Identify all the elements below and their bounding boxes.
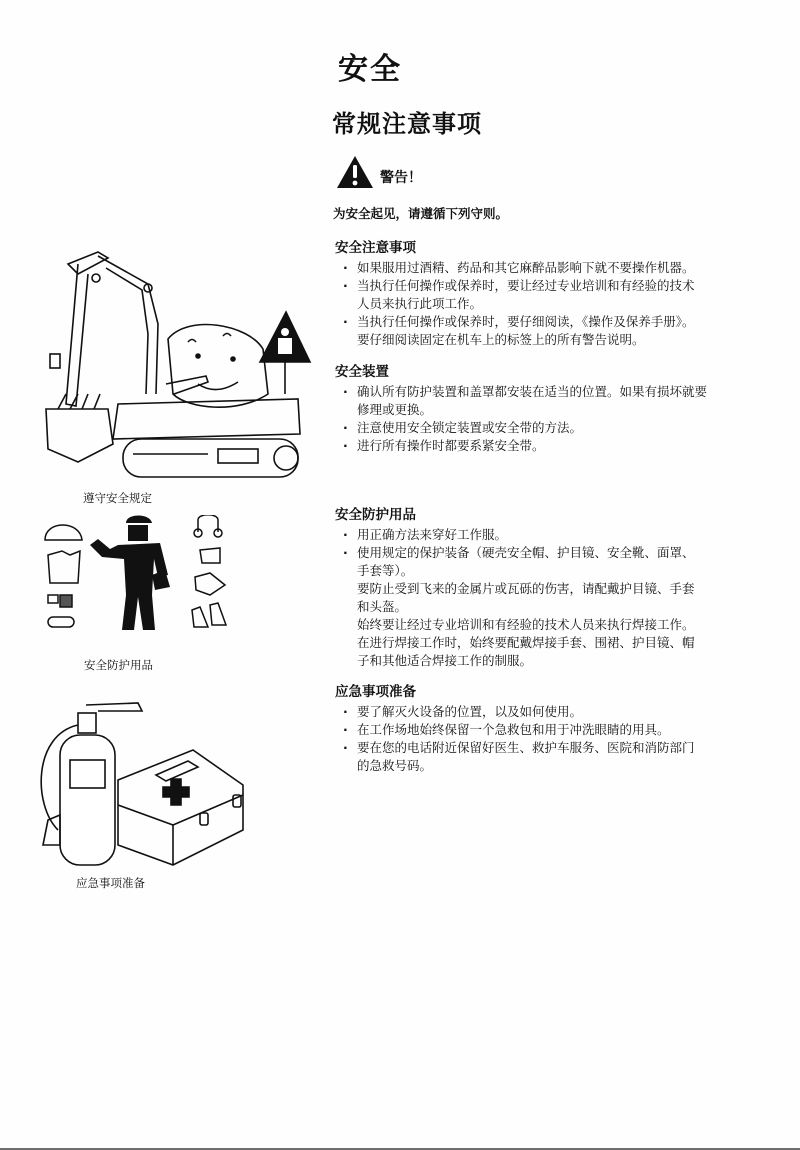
figure-caption: 安全防护用品 [84,658,153,672]
list-item-continuation: 始终要让经过专业培训和有经验的技术人员来执行焊接工作。 [357,617,695,632]
warning-banner [336,155,422,189]
figure-caption: 遵守安全规定 [83,491,152,505]
list-item-continuation: 和头盔。 [357,599,408,614]
list-item-continuation: 人员来执行此项工作。 [357,296,483,311]
section-heading: 应急事项准备 [335,684,416,700]
list-item: · 当执行任何操作或保养时，要让经过专业培训和有经验的技术 [345,277,755,295]
list-item-continuation: 修理或更换。 [357,402,433,417]
protective-gear-illustration [40,515,240,640]
list-item: · 当执行任何操作或保养时，要仔细阅读，《操作及保养手册》。 [345,313,755,331]
list-item: · 要了解灭火设备的位置，以及如何使用。 [345,703,755,721]
list-item-continuation: 子和其他适合焊接工作的制服。 [357,653,533,668]
list-item: · 用正确方法来穿好工作服。 [345,526,755,544]
page-title: 安全 [338,52,402,87]
list-item: · 注意使用安全锁定装置或安全带的方法。 [345,419,755,437]
list-item: · 确认所有防护装置和盖罩都安装在适当的位置。如果有损坏就要 [345,383,755,401]
warning-label: 警告！ [380,170,422,186]
list-item-continuation: 要仔细阅读固定在机车上的标签上的所有警告说明。 [357,332,645,347]
list-item-continuation: 在进行焊接工作时，始终要配戴焊接手套、围裙、护目镜、帽 [357,635,695,650]
list-item: · 使用规定的保护装备（硬壳安全帽、护目镜、安全靴、面罩、 [345,544,755,562]
page-subtitle: 常规注意事项 [332,110,482,138]
figure-caption: 应急事项准备 [76,876,145,890]
section-safety-notes [335,236,755,349]
list-item: · 进行所有操作时都要系紧安全带。 [345,437,755,455]
list-item: · 要在您的电话附近保留好医生、救护车服务、医院和消防部门 [345,739,755,757]
list-item: · 如果服用过酒精、药品和其它麻醉品影响下就不要操作机器。 [345,259,755,277]
section-emergency-preparation [335,680,755,775]
emergency-kit-illustration [38,695,253,870]
section-protective-equipment [335,503,755,670]
excavator-illustration [38,244,328,484]
warning-intro: 为安全起见，请遵循下列守则。 [333,206,509,221]
list-item-continuation: 的急救号码。 [357,758,433,773]
list-item-continuation: 要防止受到飞来的金属片或瓦砾的伤害，请配戴护目镜、手套 [357,581,695,596]
section-heading: 安全防护用品 [335,507,416,523]
list-item: · 在工作场地始终保留一个急救包和用于冲洗眼睛的用具。 [345,721,755,739]
list-item-continuation: 手套等）。 [357,563,414,578]
section-heading: 安全注意事项 [335,240,416,256]
warning-triangle-icon [336,155,374,189]
section-safety-devices [335,360,755,455]
section-heading: 安全装置 [335,364,389,380]
